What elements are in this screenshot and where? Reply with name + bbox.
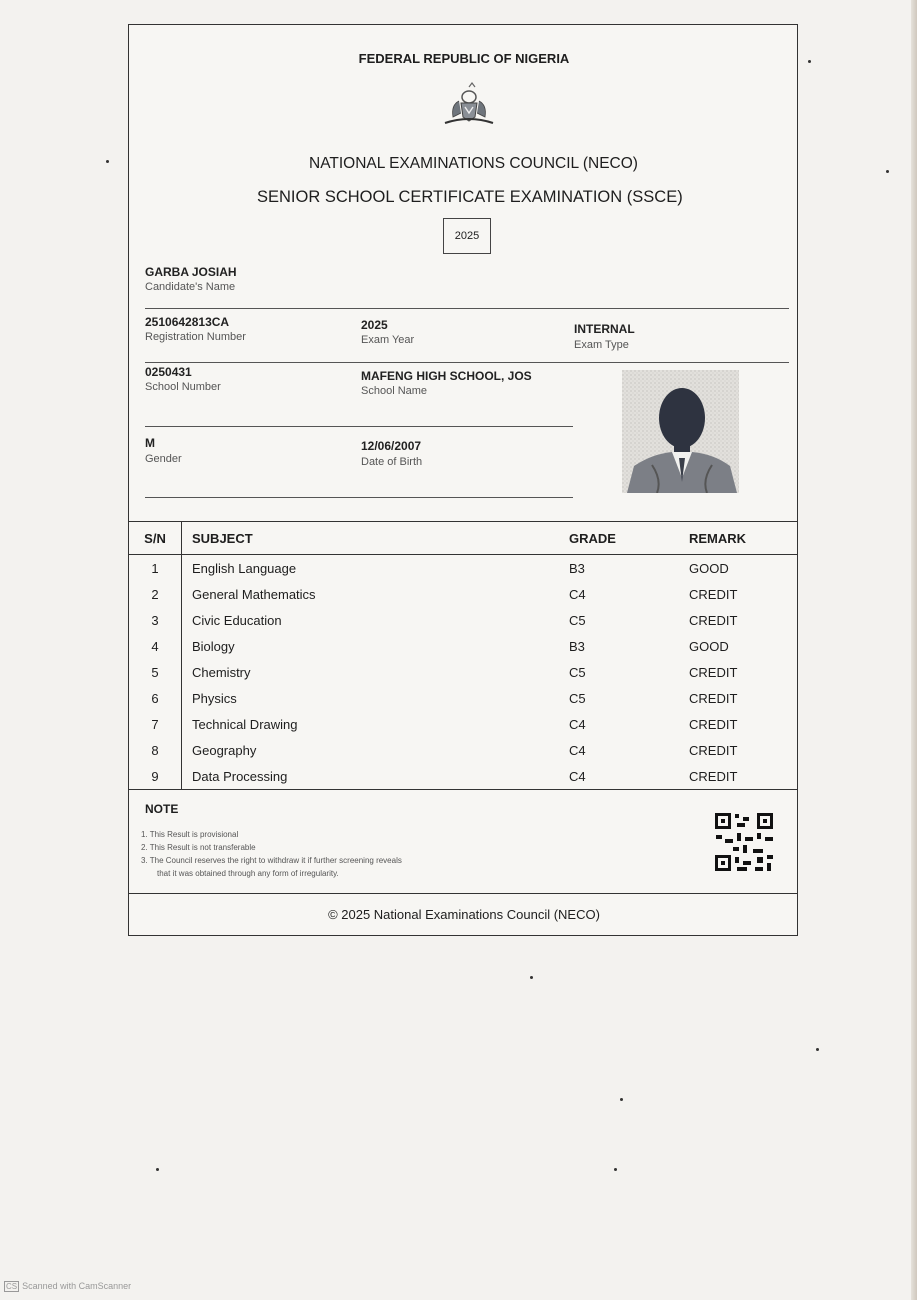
- row-sn: 3: [129, 607, 182, 633]
- school-name-label: School Name: [361, 385, 428, 397]
- table-row: [129, 763, 797, 790]
- scanner-watermark: [4, 1281, 131, 1292]
- row-grade: C5: [569, 664, 586, 680]
- note-item: that it was obtained through any form of irregularity.: [157, 869, 339, 878]
- table-row: [129, 659, 797, 685]
- scan-speck: [156, 1168, 159, 1171]
- row-sn: 7: [129, 711, 182, 737]
- exam-title: SENIOR SCHOOL CERTIFICATE EXAMINATION (SSCE): [257, 188, 683, 206]
- exam-year: 2025: [361, 318, 388, 332]
- scan-speck: [614, 1168, 617, 1171]
- divider: [145, 497, 573, 498]
- school-number: 0250431: [145, 365, 192, 379]
- row-subject: Civic Education: [192, 612, 282, 628]
- candidate-photo: [622, 370, 739, 493]
- row-sn: 4: [129, 633, 182, 659]
- row-subject: Data Processing: [182, 763, 560, 790]
- candidate-name-label: Candidate's Name: [145, 281, 236, 293]
- certificate: [128, 24, 798, 936]
- divider: [145, 426, 573, 427]
- council-title: NATIONAL EXAMINATIONS COUNCIL (NECO): [309, 155, 638, 172]
- row-remark: GOOD: [689, 638, 729, 654]
- row-subject: Geography: [192, 742, 257, 758]
- row-sn: 5: [129, 659, 182, 685]
- gender: M: [145, 436, 155, 450]
- date-of-birth: 12/06/2007: [361, 439, 422, 453]
- row-remark: CREDIT: [679, 763, 797, 790]
- table-row: [129, 633, 797, 659]
- camscanner-logo-icon: CS: [6, 1282, 18, 1291]
- row-sn: 2: [129, 581, 182, 607]
- row-remark: CREDIT: [689, 690, 738, 706]
- note-item: 1. This Result is provisional: [141, 830, 239, 839]
- col-header-sn: S/N: [129, 522, 182, 555]
- row-grade: C4: [569, 742, 586, 758]
- note-item: 2. This Result is not transferable: [141, 843, 256, 852]
- scan-speck: [530, 976, 533, 979]
- scan-speck: [620, 1098, 623, 1101]
- row-remark: CREDIT: [689, 586, 738, 602]
- date-of-birth-label: Date of Birth: [361, 456, 423, 468]
- paper-edge: [911, 0, 917, 1300]
- col-header-grade: GRADE: [559, 522, 679, 555]
- scan-speck: [808, 60, 811, 63]
- exam-year-box: 2025: [443, 218, 491, 254]
- scanner-text: Scanned with CamScanner: [22, 1281, 132, 1291]
- school-number-label: School Number: [145, 381, 221, 393]
- row-subject: Biology: [192, 638, 235, 654]
- col-header-subject: SUBJECT: [182, 522, 560, 555]
- row-subject: Chemistry: [192, 664, 251, 680]
- divider: [145, 362, 789, 363]
- exam-year-label: Exam Year: [361, 334, 415, 346]
- exam-type-label: Exam Type: [574, 339, 629, 351]
- candidate-name: GARBA JOSIAH: [145, 265, 237, 279]
- footer-copyright: © 2025 National Examinations Council (NECO): [328, 907, 600, 922]
- row-subject: General Mathematics: [192, 586, 316, 602]
- row-remark: GOOD: [689, 560, 729, 576]
- row-grade: C4: [569, 716, 586, 732]
- school-name: MAFENG HIGH SCHOOL, JOS: [361, 369, 532, 383]
- row-grade: B3: [569, 638, 585, 654]
- row-grade: B3: [569, 560, 585, 576]
- divider: [145, 308, 789, 309]
- results-table: [129, 521, 797, 790]
- row-grade: C5: [569, 690, 586, 706]
- registration-number-label: Registration Number: [145, 331, 246, 343]
- qr-code: [713, 811, 775, 873]
- row-sn: 9: [129, 763, 182, 790]
- gender-label: Gender: [145, 453, 182, 465]
- row-sn: 6: [129, 685, 182, 711]
- table-row: [129, 555, 797, 582]
- table-row: [129, 737, 797, 763]
- table-row: [129, 607, 797, 633]
- row-remark: CREDIT: [689, 716, 738, 732]
- row-remark: CREDIT: [689, 612, 738, 628]
- table-header-row: [129, 522, 797, 555]
- row-remark: CREDIT: [689, 742, 738, 758]
- table-row: [129, 581, 797, 607]
- footer-divider: [129, 893, 797, 894]
- row-remark: CREDIT: [689, 664, 738, 680]
- scan-speck: [886, 170, 889, 173]
- col-header-remark: REMARK: [679, 522, 797, 555]
- table-row: [129, 685, 797, 711]
- row-subject: Physics: [192, 690, 237, 706]
- row-grade: C4: [569, 586, 586, 602]
- row-grade: C4: [559, 763, 679, 790]
- row-sn: 1: [129, 555, 182, 582]
- scan-speck: [816, 1048, 819, 1051]
- exam-type: INTERNAL: [574, 322, 635, 336]
- row-subject: English Language: [192, 560, 297, 576]
- row-subject: Technical Drawing: [192, 716, 298, 732]
- country-title: FEDERAL REPUBLIC OF NIGERIA: [358, 51, 570, 66]
- row-sn: 8: [129, 737, 182, 763]
- note-item: 3. The Council reserves the right to withdraw it if further screening reveals: [141, 856, 402, 865]
- scan-speck: [106, 160, 109, 163]
- coat-of-arms-emblem: [441, 81, 497, 129]
- row-grade: C5: [569, 612, 586, 628]
- registration-number: 2510642813CA: [145, 315, 230, 329]
- table-row: [129, 711, 797, 737]
- notes-title: NOTE: [145, 802, 179, 816]
